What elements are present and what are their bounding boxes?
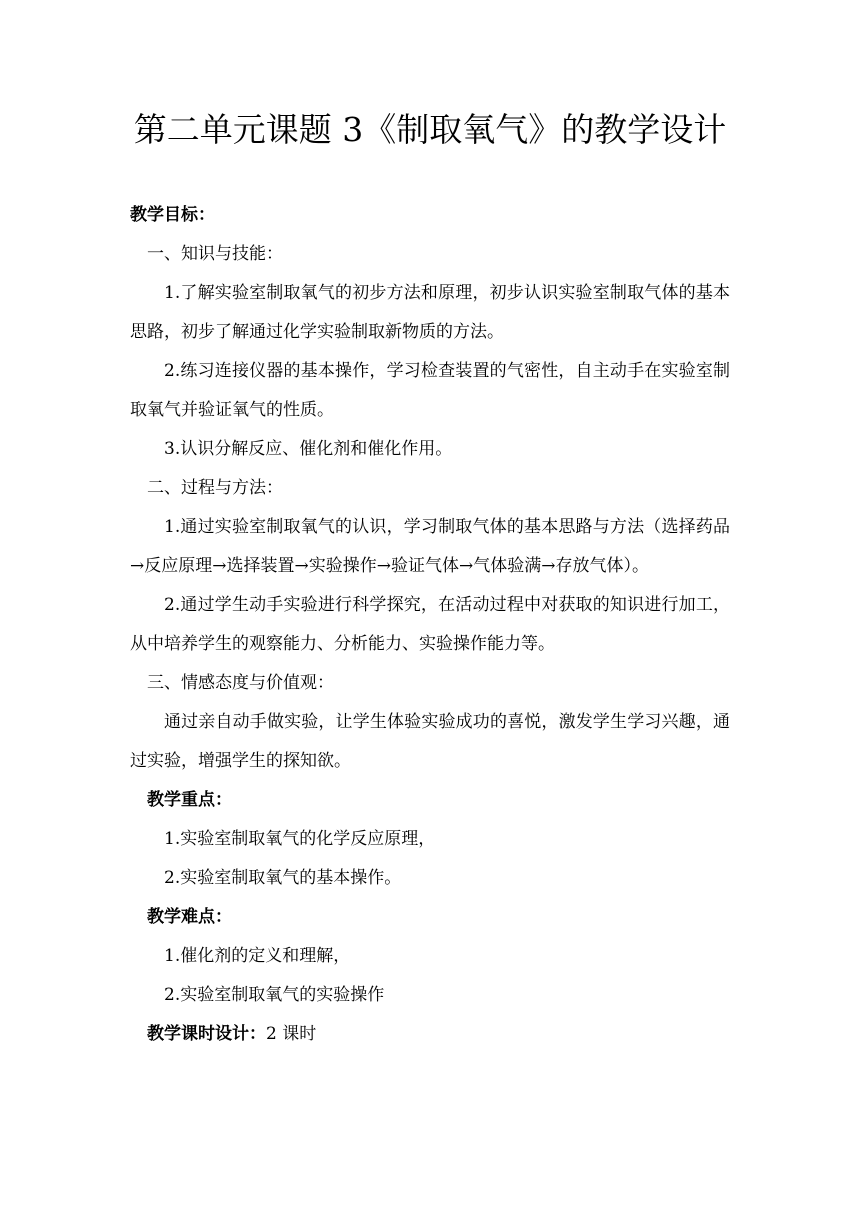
s1-item1-line2: 思路，初步了解通过化学实验制取新物质的方法。 <box>130 322 504 342</box>
s1-item3: 3.认识分解反应、催化剂和催化作用。 <box>164 439 453 459</box>
s2-item1-line2: →反应原理→选择装置→实验操作→验证气体→气体验满→存放气体）。 <box>130 556 649 576</box>
s2-item2-line1: 2.通过学生动手实验进行科学探究，在活动过程中对获取的知识进行加工， <box>164 595 730 615</box>
s1-item2-line1: 2.练习连接仪器的基本操作，学习检查装置的气密性，自主动手在实验室制 <box>164 361 730 381</box>
objectives-heading: 教学目标： <box>130 205 215 225</box>
key-point-1: 1.实验室制取氧气的化学反应原理， <box>164 829 436 849</box>
difficulties-heading: 教学难点： <box>147 907 232 927</box>
section3-heading: 三、情感态度与价值观： <box>147 673 334 693</box>
section1-heading: 一、知识与技能： <box>147 244 283 264</box>
s3-line2: 过实验，增强学生的探知欲。 <box>130 751 351 771</box>
key-point-2: 2.实验室制取氧气的基本操作。 <box>164 868 402 888</box>
hours-value: 2 课时 <box>266 1024 317 1044</box>
key-points-heading: 教学重点： <box>147 790 232 810</box>
s1-item2-line2: 取氧气并验证氧气的性质。 <box>130 400 334 420</box>
s2-item2-line2: 从中培养学生的观察能力、分析能力、实验操作能力等。 <box>130 634 555 654</box>
difficulty-2: 2.实验室制取氧气的实验操作 <box>164 985 385 1005</box>
s2-item1-line1: 1.通过实验室制取氧气的认识，学习制取气体的基本思路与方法（选择药品 <box>164 517 730 537</box>
document-title: 第二单元课题 3《制取氧气》的教学设计 <box>133 110 727 149</box>
section2-heading: 二、过程与方法： <box>147 478 283 498</box>
difficulty-1: 1.催化剂的定义和理解， <box>164 946 351 966</box>
hours-line <box>147 1022 316 1046</box>
hours-label: 教学课时设计： <box>147 1024 266 1044</box>
s1-item1-line1: 1.了解实验室制取氧气的初步方法和原理，初步认识实验室制取气体的基本 <box>164 283 730 303</box>
s3-line1: 通过亲自动手做实验，让学生体验实验成功的喜悦，激发学生学习兴趣，通 <box>164 712 730 732</box>
